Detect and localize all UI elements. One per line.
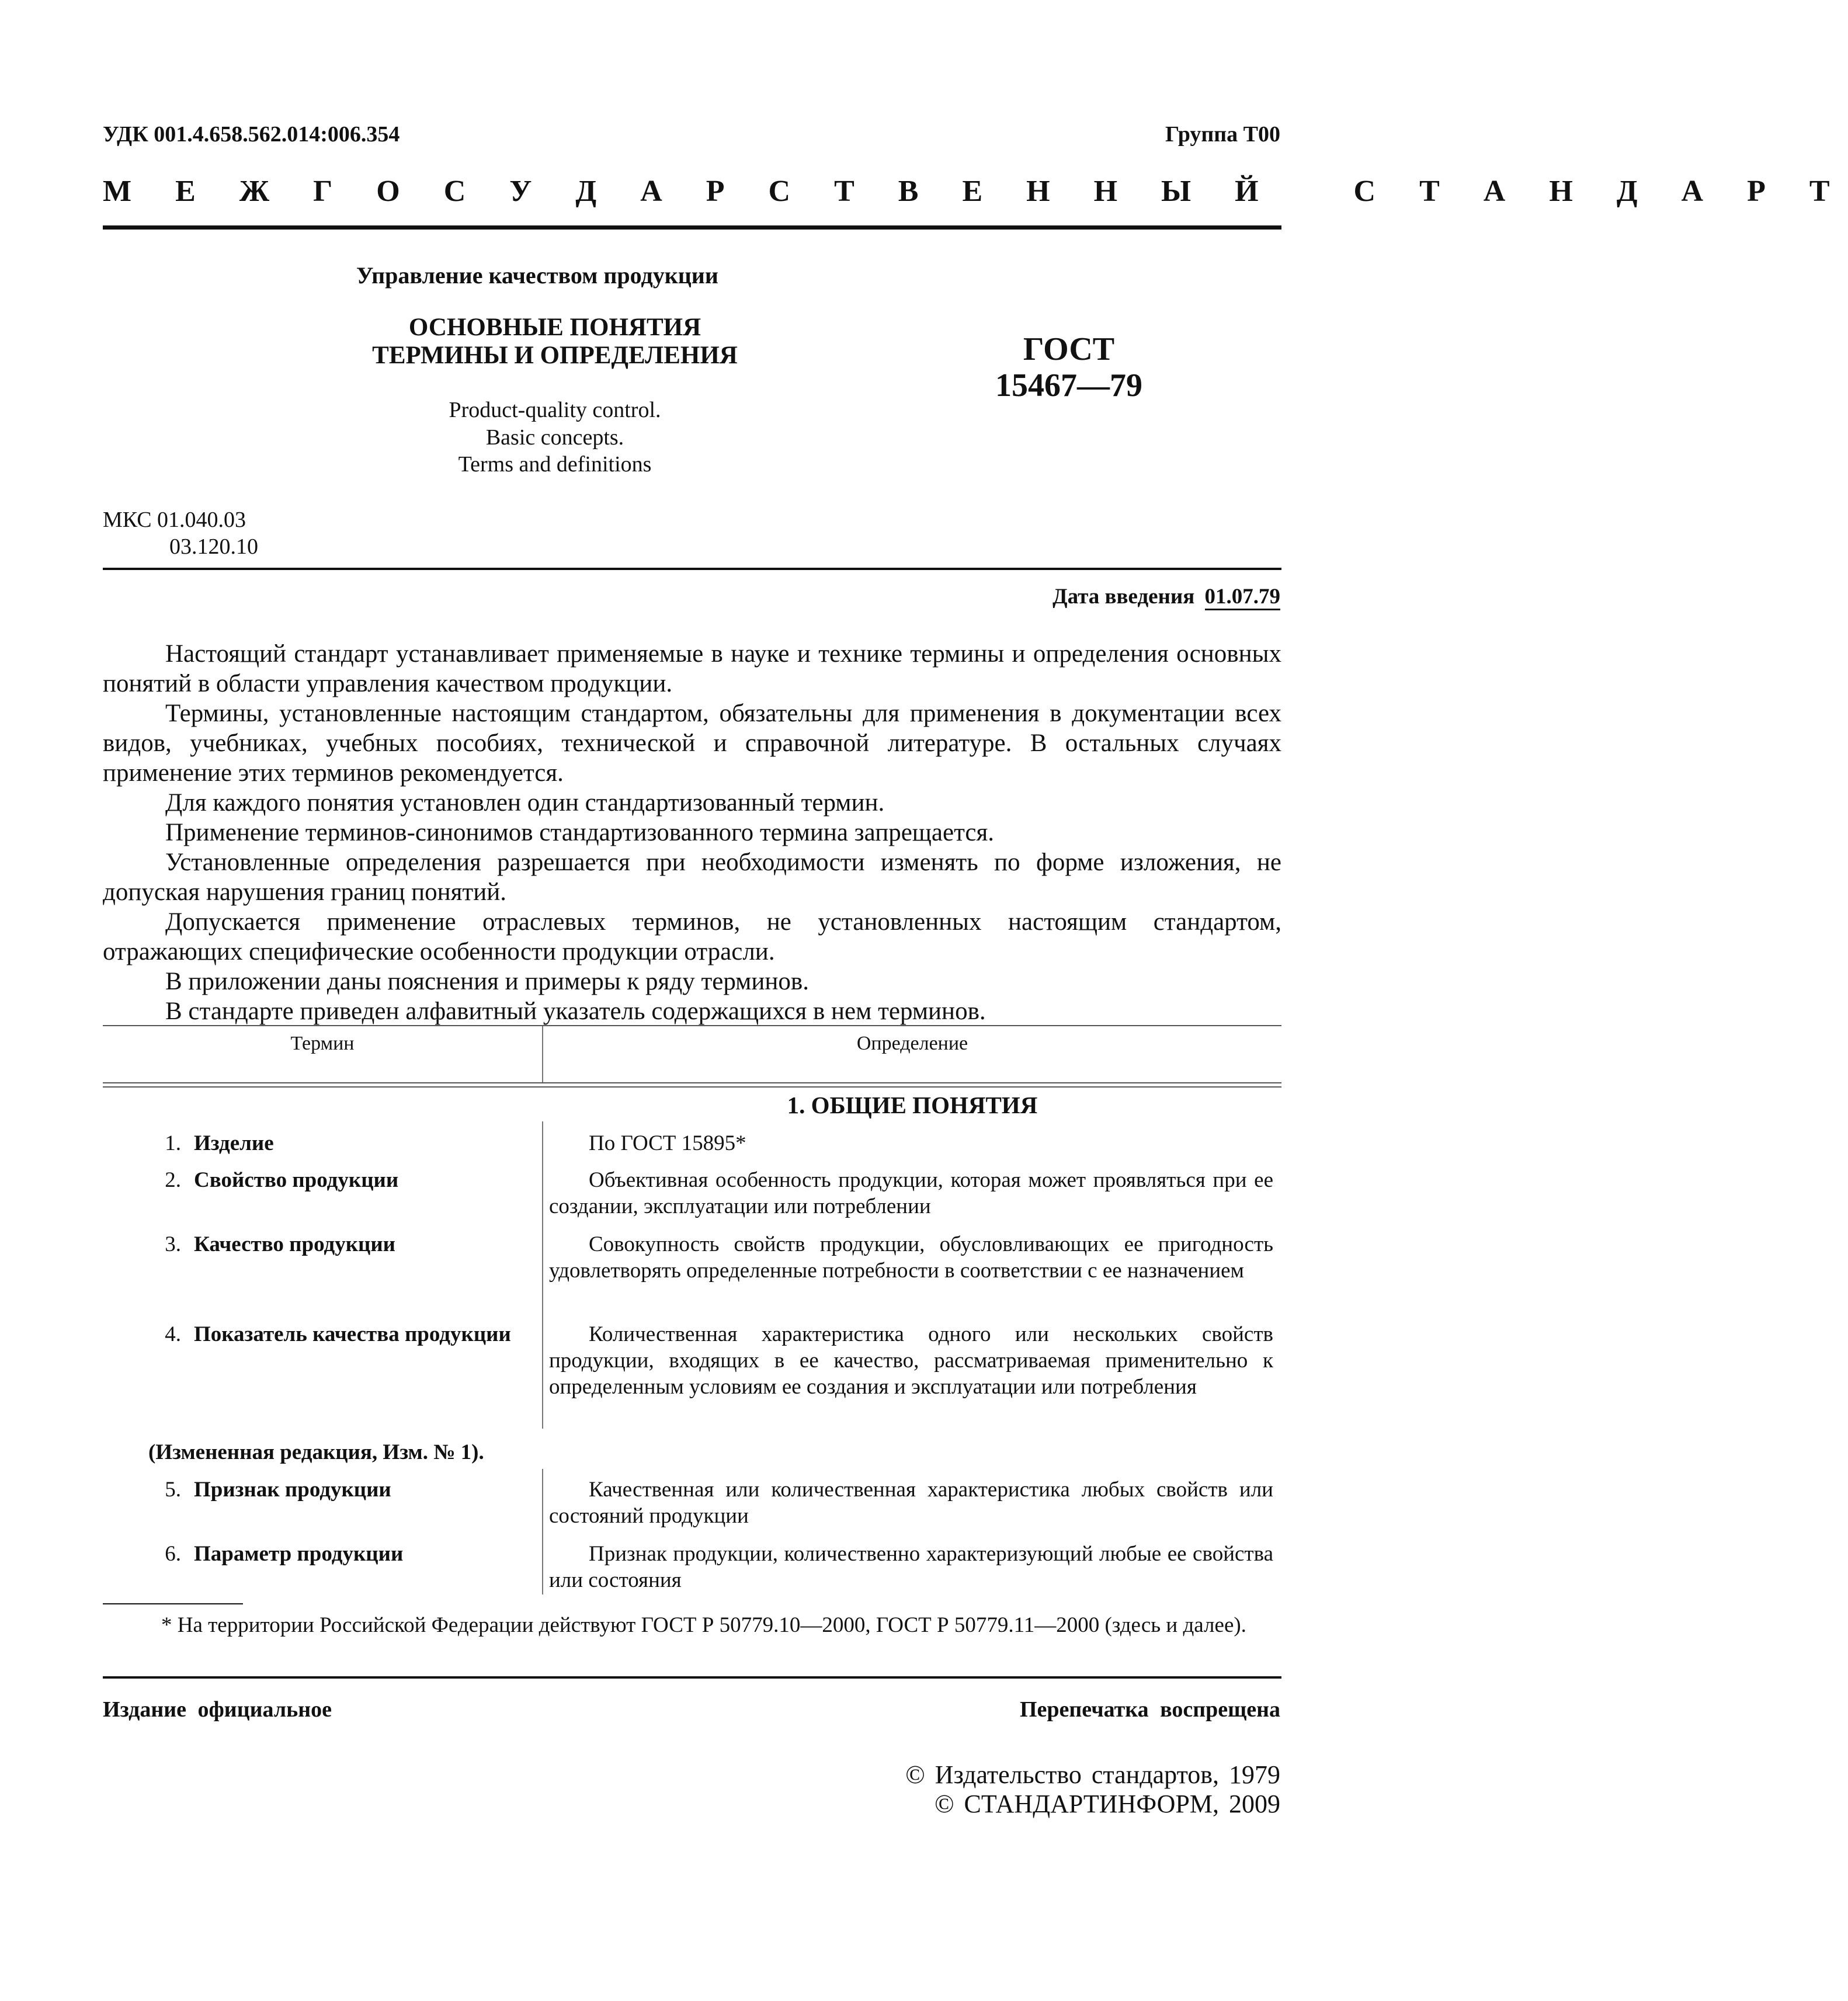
table-column-divider	[542, 1469, 543, 1594]
table-column-divider	[542, 1121, 543, 1429]
table-top-rule	[103, 1025, 1281, 1026]
amendment-note: (Измененная редакция, Изм. № 1).	[148, 1440, 484, 1464]
mks-code-2: 03.120.10	[169, 534, 258, 559]
section-title: 1. ОБЩИЕ ПОНЯТИЯ	[787, 1092, 1038, 1118]
term-cell	[134, 1231, 526, 1257]
table-header-rule	[103, 1086, 1281, 1088]
title-line-1: ОСНОВНЫЕ ПОНЯТИЯ	[408, 314, 701, 341]
term-name: Показатель качества продукции	[194, 1322, 511, 1346]
term-cell	[134, 1130, 526, 1156]
date-label: Дата введения	[1052, 585, 1195, 609]
term-number: 3.	[165, 1232, 181, 1256]
definition-cell: Совокупность свойств продукции, обусловливающих ее пригодность удовлетворять определенные потребности в соответствии с ее назначением	[549, 1232, 1273, 1283]
copyright-line-1: © Издательство стандартов, 1979	[905, 1760, 1280, 1789]
footnote-text: * На территории Российской Федерации действуют ГОСТ Р 50779.10—2000, ГОСТ Р 50779.11—2000 (здесь и далее).	[161, 1613, 1246, 1637]
table-header-rule	[103, 1082, 1281, 1083]
intro-paragraph: Термины, установленные настоящим стандартом, обязательны для применения в документации всех видов, учебниках, учебных пособиях, технической и справочной литературе. В остальных случаях применение этих терминов рекомендуется.	[103, 700, 1281, 787]
term-cell	[134, 1321, 526, 1347]
intro-paragraph: В стандарте приведен алфавитный указатель содержащихся в нем терминов.	[165, 998, 986, 1025]
term-cell	[134, 1167, 526, 1193]
mks-code-1: МКС 01.040.03	[103, 508, 246, 532]
term-cell	[134, 1477, 526, 1503]
introduction-date	[1052, 584, 1280, 609]
udk-code: УДК 001.4.658.562.014:006.354	[103, 122, 400, 147]
term-number: 1.	[165, 1131, 181, 1155]
standard-type-banner: М Е Ж Г О С У Д А Р С Т В Е Н Н Ы Й С Т А Н Д А Р Т	[103, 175, 1848, 208]
term-cell	[134, 1541, 526, 1567]
term-number: 4.	[165, 1322, 181, 1346]
gost-number: 15467—79	[995, 367, 1142, 404]
edition-label: Издание официальное	[103, 1697, 332, 1722]
english-title-2: Basic concepts.	[485, 425, 624, 450]
date-value: 01.07.79	[1205, 585, 1281, 610]
term-number: 2.	[165, 1168, 181, 1192]
english-title-1: Product-quality control.	[449, 398, 661, 422]
intro-paragraph: Для каждого понятия установлен один стандартизованный термин.	[165, 789, 885, 817]
definition-cell: По ГОСТ 15895*	[589, 1131, 746, 1155]
gost-label: ГОСТ	[1023, 331, 1115, 367]
intro-paragraph: Установленные определения разрешается при необходимости изменять по форме изложения, не допуская нарушения границ понятий.	[103, 849, 1281, 906]
title-rule	[103, 568, 1281, 570]
title-line-2: ТЕРМИНЫ И ОПРЕДЕЛЕНИЯ	[372, 342, 738, 369]
term-name: Параметр продукции	[194, 1542, 404, 1566]
header-rule	[103, 225, 1281, 230]
reprint-notice: Перепечатка воспрещена	[1019, 1697, 1280, 1722]
column-header-definition: Определение	[856, 1033, 968, 1054]
term-name: Свойство продукции	[194, 1168, 399, 1192]
term-number: 6.	[165, 1542, 181, 1566]
term-number: 5.	[165, 1478, 181, 1502]
english-title-3: Terms and definitions	[458, 452, 652, 477]
term-name: Качество продукции	[194, 1232, 395, 1256]
definition-cell: Количественная характеристика одного или нескольких свойств продукции, входящих в ее качество, рассматриваемая применительно к определенным условиям ее создания и эксплуатации или потребления	[549, 1322, 1273, 1399]
intro-paragraph: В приложении даны пояснения и примеры к ряду терминов.	[165, 968, 809, 995]
table-header-divider	[542, 1026, 543, 1082]
column-header-term: Термин	[290, 1033, 355, 1054]
definition-cell: Объективная особенность продукции, которая может проявляться при ее создании, эксплуатации или потреблении	[549, 1168, 1273, 1218]
footer-rule	[103, 1676, 1281, 1679]
intro-paragraph: Настоящий стандарт устанавливает применяемые в науке и технике термины и определения основных понятий в области управления качеством продукции.	[103, 640, 1281, 697]
definition-cell: Качественная или количественная характеристика любых свойств или состояний продукции	[549, 1478, 1273, 1528]
footnote-separator	[103, 1603, 243, 1604]
subject-line: Управление качеством продукции	[356, 262, 718, 289]
intro-paragraph: Допускается применение отраслевых терминов, не установленных настоящим стандартом, отражающих специфические особенности продукции отрасли.	[103, 908, 1281, 965]
introduction-text	[103, 639, 1281, 1026]
term-name: Изделие	[194, 1131, 274, 1155]
intro-paragraph: Применение терминов-синонимов стандартизованного термина запрещается.	[165, 819, 994, 846]
copyright-line-2: © СТАНДАРТИНФОРМ, 2009	[935, 1790, 1280, 1818]
definition-cell: Признак продукции, количественно характеризующий любые ее свойства или состояния	[549, 1542, 1273, 1592]
term-name: Признак продукции	[194, 1478, 391, 1502]
group-code: Группа Т00	[1165, 122, 1280, 147]
